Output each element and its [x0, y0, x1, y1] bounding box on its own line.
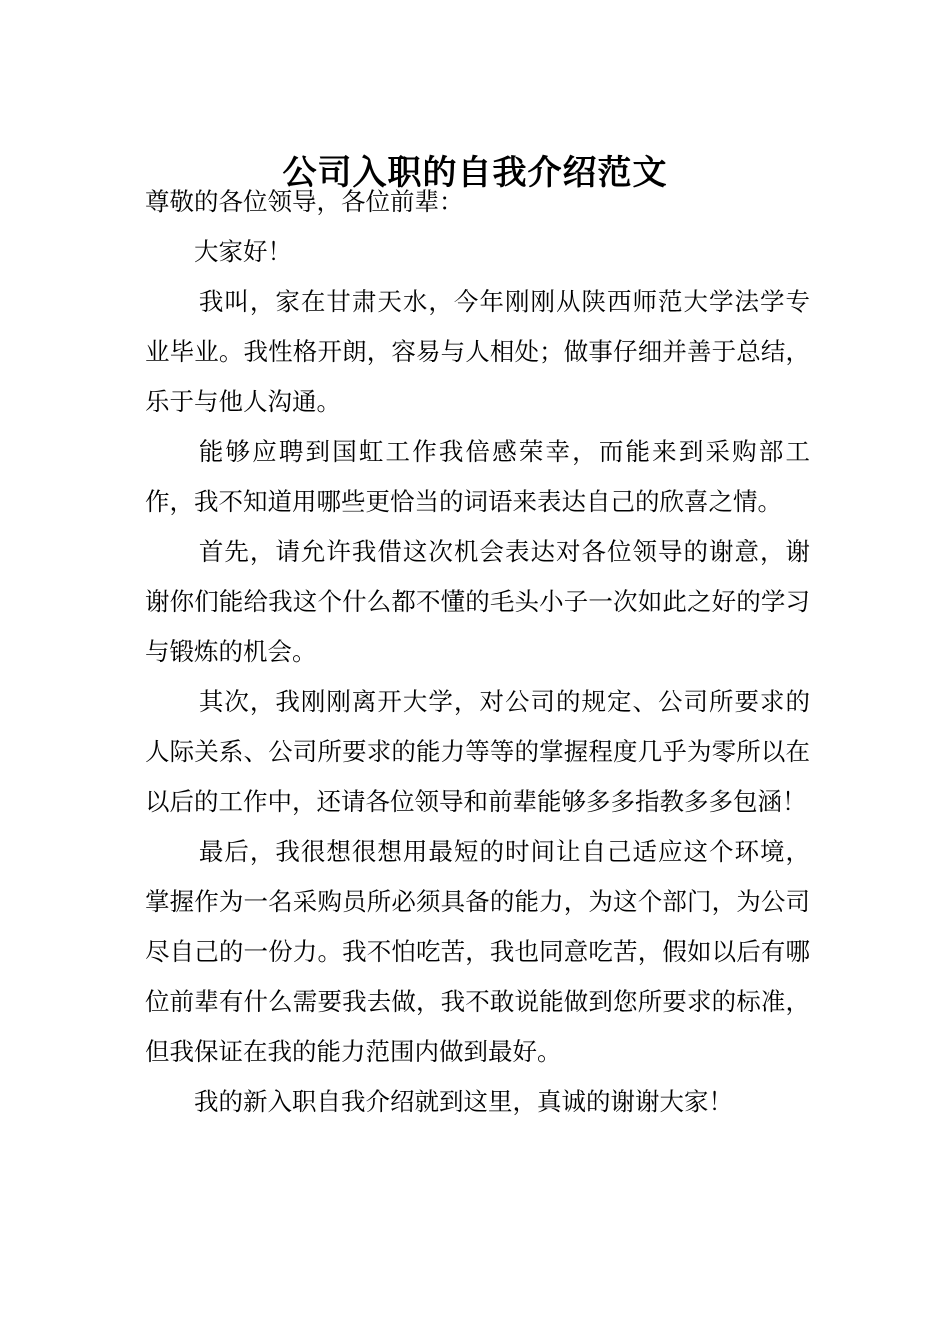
- paragraph-honor: 能够应聘到国虹工作我倍感荣幸，而能来到采购部工作，我不知道用哪些更恰当的词语来表达自己的欣喜之情。: [145, 437, 810, 516]
- greeting: 大家好！: [194, 237, 292, 266]
- salutation: 尊敬的各位领导，各位前辈：: [145, 187, 464, 216]
- paragraph-introduction: 我叫，家在甘肃天水，今年刚刚从陕西师范大学法学专业毕业。我性格开朗，容易与人相处；做事仔细并善于总结，乐于与他人沟通。: [145, 287, 810, 416]
- paragraph-request-guidance: 其次，我刚刚离开大学，对公司的规定、公司所要求的人际关系、公司所要求的能力等等的掌握程度几乎为零所以在以后的工作中，还请各位领导和前辈能够多多指教多多包涵！: [145, 687, 810, 816]
- paragraph-thanks: 首先，请允许我借这次机会表达对各位领导的谢意，谢谢你们能给我这个什么都不懂的毛头小子一次如此之好的学习与锻炼的机会。: [145, 537, 810, 666]
- document-title: 公司入职的自我介绍范文: [282, 152, 668, 193]
- paragraph-commitment: 最后，我很想很想用最短的时间让自己适应这个环境，掌握作为一名采购员所必须具备的能力，为这个部门，为公司尽自己的一份力。我不怕吃苦，我也同意吃苦，假如以后有哪位前辈有什么需要我去做，我不敢说能做到您所要求的标准，但我保证在我的能力范围内做到最好。: [145, 837, 810, 1066]
- closing-line: 我的新入职自我介绍就到这里，真诚的谢谢大家！: [194, 1087, 733, 1116]
- document-body: [145, 177, 810, 1127]
